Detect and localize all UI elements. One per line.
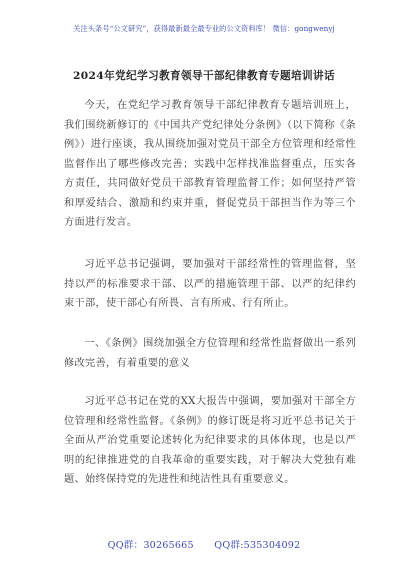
footer (0, 537, 408, 551)
footer-qq-group-2: QQ群:535304092 (214, 540, 301, 551)
footer-qq-group-1: QQ群：30265665 (107, 540, 194, 551)
paragraph-intro: 今天，在党纪学习教育领导干部纪律教育专题培训班上，我们围绕新修订的《中国共产党纪律处分条例》（以下简称《条例》）进行座谈，我从围绕加强对党员干部全方位管理和经常性监督作出了哪些修改完善；实践中怎样找准监督重点，压实各方责任，共同做好党员干部教育管理监督工作；如何坚持严管和厚爱结合、激励和约束并重，督促党员干部担当作为等三个方面进行发言。 (64, 100, 356, 228)
document-title: 2024年党纪学习教育领导干部纪律教育专题培训讲话 (73, 70, 335, 82)
paragraph-section-body: 习近平总书记在党的XX大报告中强调，要加强对干部全方位管理和经常性监督。《条例》的修订既是将习近平总书记关于全面从严治党重要论述转化为纪律要求的具体体现，也是以严明的纪律推进党的自我革命的重要实践，对于解决大党独有难题、始终保持党的先进性和纯洁性具有重要意义。 (64, 396, 356, 485)
promo-banner: 关注头条号“公文研究”，获得最新最全最专业的公文资料库！ 微信：gongwenyj (73, 24, 335, 33)
paragraph-quote: 习近平总书记强调，要加强对干部经常性的管理监督，坚持以严的标准要求干部、以严的措施管理干部、以严的纪律约束干部，使干部心有所畏、言有所戒、行有所止。 (64, 259, 356, 309)
section-heading: 一、《条例》围绕加强全方位管理和经常性监督做出一系列修改完善，有着重要的意义 (64, 338, 356, 369)
